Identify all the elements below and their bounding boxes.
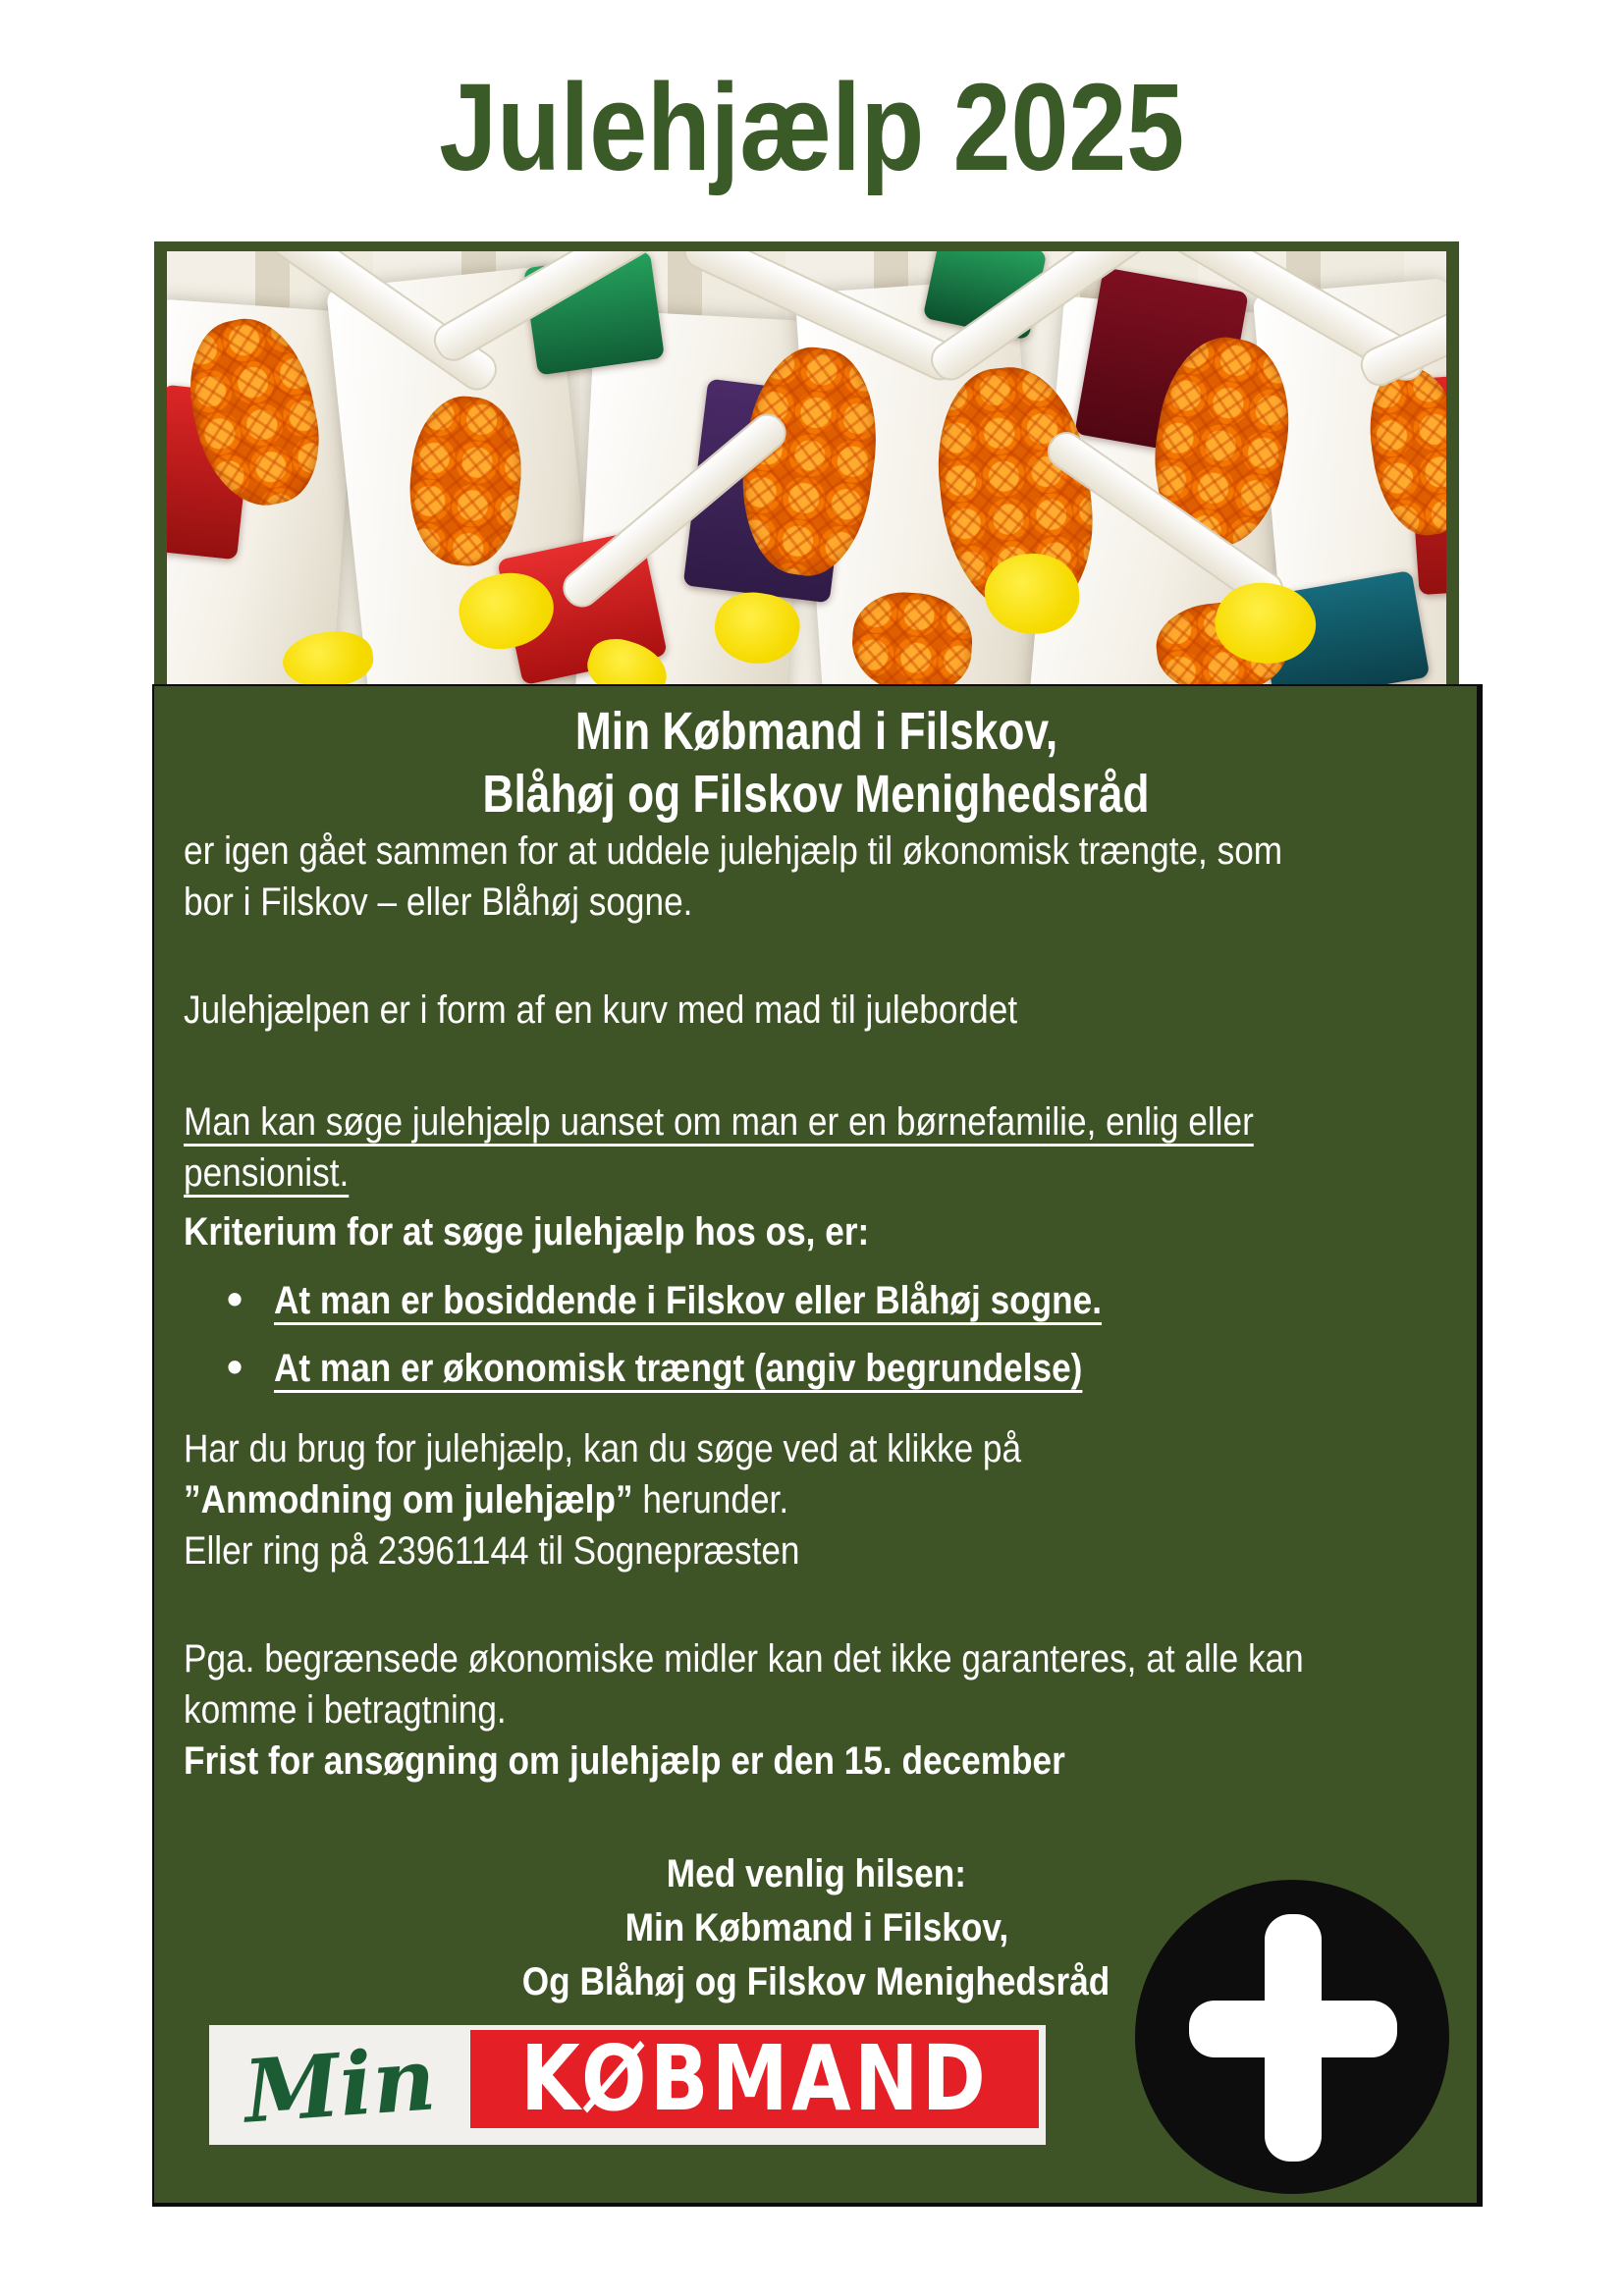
parish-cross-icon	[1130, 1875, 1454, 2199]
info-box	[152, 684, 1483, 2207]
apply-line1: Har du brug for julehjælp, kan du søge ved at klikke på	[184, 1427, 1022, 1470]
criteria-item-need: • At man er økonomisk trængt (angiv begrundelse)	[184, 1343, 1449, 1394]
min-kobmand-logo	[209, 2025, 1046, 2145]
phone-line: Eller ring på 23961144 til Sognepræsten	[184, 1529, 800, 1573]
intro-line1: er igen gået sammen for at uddele julehjælp til økonomisk trængte, som	[184, 829, 1283, 873]
apply-link-label: ”Anmodning om julehjælp”	[184, 1478, 633, 1522]
page-title-text: Julehjælp 2025	[439, 58, 1185, 196]
criteria-item-residence: • At man er bosiddende i Filskov eller Blåhøj sogne.	[184, 1275, 1449, 1326]
eligibility-line1: Man kan søge julehjælp uanset om man er en børnefamilie, enlig eller	[184, 1100, 1254, 1144]
signoff-line1: Med venlig hilsen:	[666, 1852, 967, 1896]
signoff-line3: Og Blåhøj og Filskov Menighedsråd	[522, 1960, 1110, 2003]
min-kobmand-block	[470, 2026, 1039, 2131]
basket-line: Julehjælpen er i form af en kurv med mad til julebordet	[184, 988, 1018, 1032]
signoff-line2: Min Købmand i Filskov,	[624, 1906, 1008, 1949]
min-kobmand-block-text: KØBMAND	[519, 2026, 990, 2131]
min-kobmand-script-text: Min	[241, 2027, 439, 2143]
eligibility-line2: pensionist.	[184, 1151, 350, 1195]
intro-line2: bor i Filskov – eller Blåhøj sogne.	[184, 881, 693, 924]
criteria-heading: Kriterium for at søge julehjælp hos os, er:	[184, 1210, 870, 1254]
apply-line2	[184, 1474, 1449, 1525]
box-heading-line2: Blåhøj og Filskov Menighedsråd	[482, 765, 1151, 824]
funds-line1: Pga. begrænsede økonomiske midler kan det ikke garanteres, at alle kan	[184, 1637, 1304, 1681]
page-title	[0, 57, 1624, 199]
apply-line2-suffix: herunder.	[632, 1478, 789, 1522]
box-heading-line1: Min Købmand i Filskov,	[574, 702, 1058, 761]
photo-frame	[154, 241, 1459, 703]
criteria-list	[184, 1275, 1449, 1394]
deadline-line: Frist for ansøgning om julehjælp er den 15. december	[184, 1739, 1065, 1783]
christmas-bags-photo	[167, 251, 1446, 693]
parish-logo	[1130, 1875, 1454, 2199]
funds-line2: komme i betragtning.	[184, 1688, 507, 1732]
